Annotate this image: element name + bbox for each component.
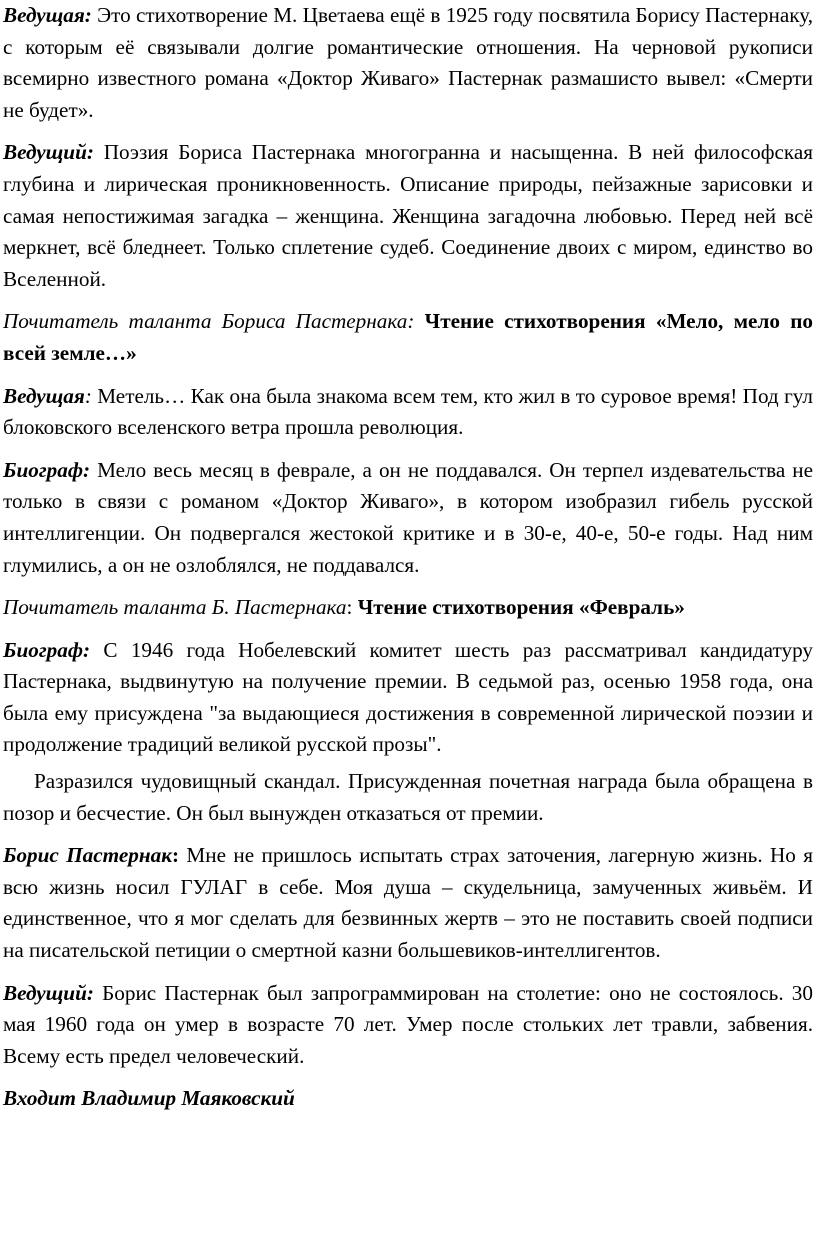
- paragraph-host-male-1: [3, 137, 813, 295]
- speaker-colon: :: [84, 383, 92, 408]
- speaker-label: Ведущий:: [3, 980, 94, 1005]
- paragraph-host-female-2: [3, 381, 813, 444]
- paragraph-biographer-2: [3, 635, 813, 761]
- speaker-label: Ведущая:: [3, 3, 92, 27]
- paragraph-boris-pasternak: [3, 840, 813, 966]
- paragraph-host-male-2: [3, 978, 813, 1073]
- paragraph-text: Это стихотворение М. Цветаева ещё в 1925 году посвятила Борису Пастернаку, с которым её связывали долгие романтические отношения. На черновой рукописи всемирно известного романа «Доктор Живаго» Пастернак размашисто вывел: «Смерти не будет».: [3, 3, 813, 122]
- paragraph-text: Борис Пастернак был запрограммирован на столетие: оно не состоялось. 30 мая 1960 года он умер в возрасте 70 лет. Умер после стольких лет травли, забвения. Всему есть предел человеческий.: [3, 980, 813, 1068]
- paragraph-admirer-reading-2: [3, 592, 813, 624]
- paragraph-host-female-1: [3, 0, 813, 126]
- paragraph-text: Метель… Как она была знакома всем тем, кто жил в то суровое время! Под гул блоковского вселенского ветра прошла революция.: [3, 383, 813, 440]
- paragraph-admirer-reading-1: [3, 306, 813, 369]
- stage-direction-text: Входит Владимир Маяковский: [3, 1086, 295, 1111]
- paragraph-text: Разразился чудовищный скандал. Присужденная почетная награда была обращена в позор и бесчестие. Он был вынужден отказаться от премии.: [3, 769, 813, 825]
- paragraph-text: Мело весь месяц в феврале, а он не поддавался. Он терпел издевательства не только в связи с романом «Доктор Живаго», в котором изобразил гибель русской интеллигенции. Он подвергался жестокой критике и в 30-е, 40-е, 50-е годы. Над ним глумились, а он не озлоблялся, не поддавался.: [3, 457, 813, 577]
- paragraph-text: Поэзия Бориса Пастернака многогранна и насыщенна. В ней философская глубина и лирическая проникновенность. Описание природы, пейзажные зарисовки и самая непостижимая загадка – женщина. Женщина загадочна любовью. Перед ней всё меркнет, всё бледнеет. Только сплетение судеб. Соединение двоих с миром, единство во Вселенной.: [3, 140, 813, 291]
- speaker-label: Биограф:: [3, 457, 91, 482]
- speaker-label: Биограф:: [3, 637, 91, 662]
- speaker-label: Борис Пастернак: [3, 843, 172, 868]
- stage-direction: [3, 1083, 813, 1115]
- paragraph-text: С 1946 года Нобелевский комитет шесть раз рассматривал кандидатуру Пастернака, выдвинутую на получение премии. В седьмой раз, осенью 1958 года, она была ему присуждена "за выдающиеся достижения в современной лирической поэзии и продолжение традиций великой русской прозы".: [3, 637, 813, 757]
- speaker-colon: :: [171, 843, 180, 868]
- reading-title: Чтение стихотворения «Февраль»: [352, 595, 685, 620]
- paragraph-biographer-1: [3, 455, 813, 581]
- speaker-label: Ведущий:: [3, 140, 94, 165]
- speaker-colon: :: [346, 595, 353, 620]
- paragraph-biographer-2-continued: [3, 766, 813, 829]
- speaker-label: Почитатель таланта Бориса Пастернака:: [3, 309, 415, 334]
- reading-title: Чтение стихотворения «Мело, мело по всей земле…»: [3, 309, 813, 365]
- speaker-label: Почитатель таланта Б. Пастернака: [3, 595, 347, 620]
- paragraph-text: Мне не пришлось испытать страх заточения, лагерную жизнь. Но я всю жизнь носил ГУЛАГ в себе. Моя душа – скудельница, замученных живьём. И единственное, что я мог сделать для безвинных жертв – это не поставить своей подписи на писательской петиции о смертной казни большевиков-интеллигентов.: [3, 843, 813, 963]
- speaker-label: Ведущая: [3, 383, 85, 408]
